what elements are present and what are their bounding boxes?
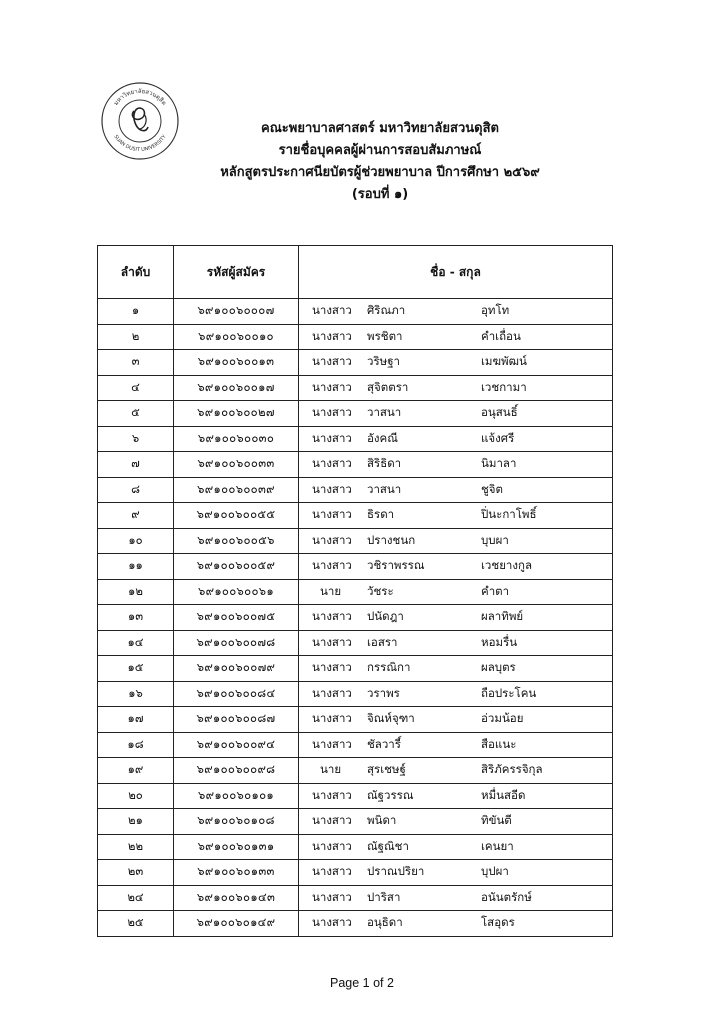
table-row bbox=[98, 528, 613, 554]
name-title: นางสาว bbox=[312, 634, 352, 649]
university-seal-logo bbox=[100, 81, 180, 161]
name-title: นางสาว bbox=[312, 507, 352, 522]
last-name: อ่วมน้อย bbox=[481, 711, 524, 726]
first-name: สิริธิดา bbox=[367, 456, 402, 471]
first-name: วาสนา bbox=[367, 481, 402, 496]
last-name: โสอุดร bbox=[481, 915, 515, 930]
applicant-code: ๖๙๑๐๐๖๐๐๓๐ bbox=[174, 426, 299, 452]
last-name: อนันตรักษ์ bbox=[481, 889, 532, 904]
name-title: นางสาว bbox=[312, 711, 352, 726]
row-number: ๑๒ bbox=[98, 579, 174, 605]
name-title: นางสาว bbox=[312, 430, 352, 445]
last-name: ผลบุตร bbox=[481, 660, 516, 675]
applicant-code: ๖๙๑๐๐๖๐๐๙๔ bbox=[174, 732, 299, 758]
table-row bbox=[98, 732, 613, 758]
last-name: นิมาลา bbox=[481, 456, 517, 471]
first-name: วริษฐา bbox=[367, 354, 401, 369]
row-number: ๑๕ bbox=[98, 656, 174, 682]
table-row bbox=[98, 630, 613, 656]
applicant-name bbox=[299, 707, 613, 733]
name-title: นางสาว bbox=[312, 405, 352, 420]
name-title: นางสาว bbox=[312, 609, 352, 624]
round-label: (รอบที่ ๑) bbox=[351, 187, 409, 202]
applicant-code: ๖๙๑๐๐๖๐๑๔๙ bbox=[174, 911, 299, 937]
applicant-name bbox=[299, 732, 613, 758]
last-name: เมฆพัฒน์ bbox=[481, 354, 527, 369]
first-name: ณัฐวรรณ bbox=[367, 787, 414, 802]
applicant-name bbox=[299, 605, 613, 631]
row-number: ๕ bbox=[98, 401, 174, 427]
list-title: รายชื่อบุคคลผู้ผ่านการสอบสัมภาษณ์ bbox=[278, 143, 482, 158]
last-name: เวชยางกูล bbox=[481, 558, 533, 573]
row-number: ๑ bbox=[98, 299, 174, 325]
applicant-name bbox=[299, 528, 613, 554]
name-title: นางสาว bbox=[312, 558, 352, 573]
row-number: ๒๔ bbox=[98, 885, 174, 911]
applicant-name bbox=[299, 681, 613, 707]
row-number: ๒๒ bbox=[98, 834, 174, 860]
applicant-code: ๖๙๑๐๐๖๐๐๗๘ bbox=[174, 630, 299, 656]
row-number: ๑๙ bbox=[98, 758, 174, 784]
row-number: ๒๕ bbox=[98, 911, 174, 937]
name-title: นางสาว bbox=[312, 660, 352, 675]
table-row bbox=[98, 681, 613, 707]
applicant-name bbox=[299, 554, 613, 580]
table-row bbox=[98, 350, 613, 376]
applicant-code: ๖๙๑๐๐๖๐๑๓๓ bbox=[174, 860, 299, 886]
table-header-row bbox=[98, 246, 613, 299]
first-name: ปาริสา bbox=[367, 889, 401, 904]
applicant-name bbox=[299, 452, 613, 478]
applicant-name bbox=[299, 885, 613, 911]
last-name: ทิขันตี bbox=[481, 813, 512, 828]
first-name: สุรเชษฐ์ bbox=[367, 762, 406, 777]
row-number: ๒ bbox=[98, 324, 174, 350]
applicant-name bbox=[299, 401, 613, 427]
name-title: นางสาว bbox=[312, 456, 352, 471]
document-header bbox=[180, 118, 580, 206]
table-row bbox=[98, 452, 613, 478]
name-title: นางสาว bbox=[312, 813, 352, 828]
first-name: อังคณี bbox=[367, 430, 398, 445]
first-name: สุจิตตรา bbox=[367, 379, 409, 394]
applicant-code: ๖๙๑๐๐๖๐๐๕๖ bbox=[174, 528, 299, 554]
table-row bbox=[98, 554, 613, 580]
name-title: นาย bbox=[320, 583, 342, 598]
last-name: ชูจิต bbox=[481, 481, 504, 496]
applicant-code: ๖๙๑๐๐๖๐๐๙๘ bbox=[174, 758, 299, 784]
table-row bbox=[98, 375, 613, 401]
page-number: Page 1 of 2 bbox=[330, 976, 394, 990]
first-name: ปนัดฎา bbox=[367, 609, 404, 624]
applicant-code: ๖๙๑๐๐๖๐๐๕๙ bbox=[174, 554, 299, 580]
last-name: คำตา bbox=[481, 583, 510, 598]
first-name: วราพร bbox=[367, 685, 400, 700]
row-number: ๒๐ bbox=[98, 783, 174, 809]
table-row bbox=[98, 911, 613, 937]
applicant-name bbox=[299, 375, 613, 401]
applicant-name bbox=[299, 350, 613, 376]
row-number: ๙ bbox=[98, 503, 174, 529]
header-number: ลำดับ bbox=[98, 246, 174, 299]
first-name: ปรางชนก bbox=[367, 532, 416, 547]
row-number: ๗ bbox=[98, 452, 174, 478]
first-name: ศิริณภา bbox=[367, 303, 406, 318]
table-row bbox=[98, 860, 613, 886]
last-name: หอมรื่น bbox=[481, 634, 518, 649]
last-name: ปิ่นะกาโพธิ์ bbox=[481, 507, 537, 522]
applicant-name bbox=[299, 324, 613, 350]
last-name: ผลาทิพย์ bbox=[481, 609, 524, 624]
last-name: คำเถื่อน bbox=[481, 328, 521, 343]
faculty-title: คณะพยาบาลศาสตร์ มหาวิทยาลัยสวนดุสิต bbox=[261, 121, 499, 136]
applicant-code: ๖๙๑๐๐๖๐๐๖๑ bbox=[174, 579, 299, 605]
svg-text:SUAN DUSIT UNIVERSITY: SUAN DUSIT UNIVERSITY bbox=[112, 134, 168, 154]
header-applicant-code: รหัสผู้สมัคร bbox=[174, 246, 299, 299]
table-row bbox=[98, 579, 613, 605]
row-number: ๑๑ bbox=[98, 554, 174, 580]
applicant-name bbox=[299, 809, 613, 835]
table-row bbox=[98, 299, 613, 325]
table-row bbox=[98, 656, 613, 682]
first-name: วัชระ bbox=[367, 583, 394, 598]
table-row bbox=[98, 809, 613, 835]
table-row bbox=[98, 758, 613, 784]
applicant-code: ๖๙๑๐๐๖๐๐๓๓ bbox=[174, 452, 299, 478]
name-title: นางสาว bbox=[312, 736, 352, 751]
table-row bbox=[98, 401, 613, 427]
name-title: นางสาว bbox=[312, 379, 352, 394]
row-number: ๘ bbox=[98, 477, 174, 503]
applicant-code: ๖๙๑๐๐๖๐๐๑๐ bbox=[174, 324, 299, 350]
name-title: นางสาว bbox=[312, 303, 352, 318]
row-number: ๔ bbox=[98, 375, 174, 401]
last-name: เวชกามา bbox=[481, 379, 527, 394]
name-title: นางสาว bbox=[312, 787, 352, 802]
svg-text:มหาวิทยาลัยสวนดุสิต: มหาวิทยาลัยสวนดุสิต bbox=[112, 87, 168, 107]
applicant-code: ๖๙๑๐๐๖๐๐๗๕ bbox=[174, 605, 299, 631]
applicant-name bbox=[299, 630, 613, 656]
first-name: ปราณปริยา bbox=[367, 864, 425, 879]
applicant-code: ๖๙๑๐๐๖๐๐๓๙ bbox=[174, 477, 299, 503]
last-name: หมื่นสอีด bbox=[481, 787, 526, 802]
name-title: นางสาว bbox=[312, 864, 352, 879]
applicant-code: ๖๙๑๐๐๖๐๑๐๘ bbox=[174, 809, 299, 835]
applicant-name bbox=[299, 783, 613, 809]
row-number: ๖ bbox=[98, 426, 174, 452]
applicant-code: ๖๙๑๐๐๖๐๑๓๑ bbox=[174, 834, 299, 860]
row-number: ๒๑ bbox=[98, 809, 174, 835]
applicant-code: ๖๙๑๐๐๖๐๐๑๗ bbox=[174, 375, 299, 401]
table-row bbox=[98, 885, 613, 911]
applicant-name bbox=[299, 911, 613, 937]
first-name: กรรณิกา bbox=[367, 660, 411, 675]
row-number: ๑๗ bbox=[98, 707, 174, 733]
name-title: นางสาว bbox=[312, 685, 352, 700]
name-title: นางสาว bbox=[312, 838, 352, 853]
applicant-name bbox=[299, 758, 613, 784]
applicant-code: ๖๙๑๐๐๖๐๐๑๓ bbox=[174, 350, 299, 376]
first-name: ชัลวารี์ bbox=[367, 736, 401, 751]
last-name: ถือประโคน bbox=[481, 685, 537, 700]
row-number: ๑๘ bbox=[98, 732, 174, 758]
row-number: ๓ bbox=[98, 350, 174, 376]
applicant-name bbox=[299, 860, 613, 886]
table-row bbox=[98, 707, 613, 733]
applicant-code: ๖๙๑๐๐๖๐๐๐๗ bbox=[174, 299, 299, 325]
last-name: เคนยา bbox=[481, 838, 514, 853]
applicant-name bbox=[299, 299, 613, 325]
name-title: นางสาว bbox=[312, 354, 352, 369]
applicant-code: ๖๙๑๐๐๖๐๐๘๗ bbox=[174, 707, 299, 733]
applicant-name bbox=[299, 656, 613, 682]
last-name: แจ้งศรี bbox=[481, 430, 515, 445]
first-name: ธิรดา bbox=[367, 507, 395, 522]
applicant-name bbox=[299, 503, 613, 529]
name-title: นาย bbox=[320, 762, 342, 777]
applicant-code: ๖๙๑๐๐๖๐๐๗๙ bbox=[174, 656, 299, 682]
table-row bbox=[98, 783, 613, 809]
table-row bbox=[98, 426, 613, 452]
applicant-code: ๖๙๑๐๐๖๐๑๔๓ bbox=[174, 885, 299, 911]
last-name: บุปผา bbox=[481, 864, 509, 879]
applicant-code: ๖๙๑๐๐๖๐๑๐๑ bbox=[174, 783, 299, 809]
first-name: อนุธิดา bbox=[367, 915, 403, 930]
name-title: นางสาว bbox=[312, 328, 352, 343]
name-title: นางสาว bbox=[312, 889, 352, 904]
row-number: ๑๖ bbox=[98, 681, 174, 707]
applicant-code: ๖๙๑๐๐๖๐๐๕๕ bbox=[174, 503, 299, 529]
last-name: สิริภัครรจิกุล bbox=[481, 762, 543, 777]
name-title: นางสาว bbox=[312, 915, 352, 930]
row-number: ๑๓ bbox=[98, 605, 174, 631]
last-name: บุบผา bbox=[481, 532, 509, 547]
applicant-name bbox=[299, 477, 613, 503]
applicant-code: ๖๙๑๐๐๖๐๐๘๔ bbox=[174, 681, 299, 707]
first-name: ณัฐณิชา bbox=[367, 838, 409, 853]
name-title: นางสาว bbox=[312, 532, 352, 547]
first-name: พนิดา bbox=[367, 813, 397, 828]
row-number: ๑๐ bbox=[98, 528, 174, 554]
last-name: สือแนะ bbox=[481, 736, 517, 751]
applicant-name bbox=[299, 834, 613, 860]
table-row bbox=[98, 503, 613, 529]
results-table bbox=[97, 245, 613, 937]
applicant-code: ๖๙๑๐๐๖๐๐๒๗ bbox=[174, 401, 299, 427]
table-row bbox=[98, 477, 613, 503]
first-name: พรชิตา bbox=[367, 328, 403, 343]
row-number: ๑๔ bbox=[98, 630, 174, 656]
name-title: นางสาว bbox=[312, 481, 352, 496]
applicant-name bbox=[299, 426, 613, 452]
table-row bbox=[98, 324, 613, 350]
last-name: อุทโท bbox=[481, 303, 510, 318]
row-number: ๒๓ bbox=[98, 860, 174, 886]
applicant-name bbox=[299, 579, 613, 605]
first-name: วาสนา bbox=[367, 405, 402, 420]
last-name: อนุสนธิ์ bbox=[481, 405, 518, 420]
table-row bbox=[98, 834, 613, 860]
first-name: วชิราพรรณ bbox=[367, 558, 425, 573]
program-title: หลักสูตรประกาศนียบัตรผู้ช่วยพยาบาล ปีการศึกษา ๒๕๖๙ bbox=[220, 165, 540, 180]
header-full-name: ชื่อ - สกุล bbox=[299, 246, 613, 299]
first-name: จิณห์จุฑา bbox=[367, 711, 415, 726]
first-name: เอสรา bbox=[367, 634, 398, 649]
table-row bbox=[98, 605, 613, 631]
